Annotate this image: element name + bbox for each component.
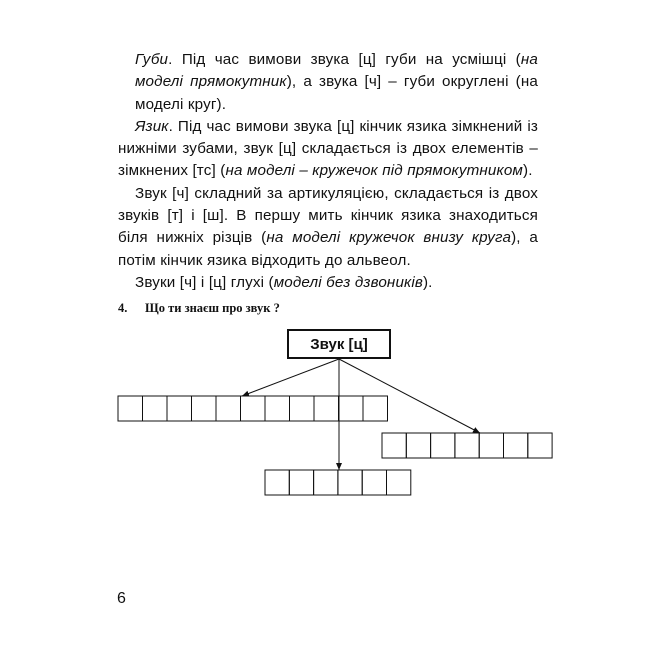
letter-cell bbox=[528, 433, 552, 458]
letter-cell bbox=[338, 470, 362, 495]
letter-cell bbox=[241, 396, 266, 421]
paragraph-tongue: Язик. Під час вимови звука [ц] кінчик язика зімкнений із нижніми зубами, звук [ц] складається із двох елементів – зімкнених [тс] (на моделі – кружечок під прямокутником). bbox=[118, 117, 538, 180]
letter-cell bbox=[431, 433, 455, 458]
letter-cell bbox=[265, 470, 289, 495]
paragraph-sound-ch: Звук [ч] складний за артикуляцією, складається із двох звуків [т] і [ш]. В першу мить кінчик язика знаходиться біля нижніх різців (на моделі кружечок внизу круга), а потім кінчик язика відходить до альвеол. bbox=[118, 184, 539, 269]
letter-cell bbox=[167, 396, 192, 421]
letter-cell bbox=[314, 470, 338, 495]
letter-cell bbox=[504, 433, 528, 458]
letter-cell bbox=[216, 396, 241, 421]
arrow-to-top-row bbox=[242, 359, 339, 396]
letter-cell bbox=[314, 396, 339, 421]
question-number: 4. bbox=[118, 301, 128, 315]
letter-cell bbox=[362, 470, 386, 495]
letter-cell bbox=[143, 396, 168, 421]
letter-cell bbox=[387, 470, 411, 495]
cells-row-bottom bbox=[265, 470, 411, 495]
letter-cell bbox=[455, 433, 479, 458]
paragraph-voiceless: Звуки [ч] і [ц] глухі (моделі без дзвоників). bbox=[135, 273, 433, 291]
tongue-label: Язик bbox=[135, 117, 169, 135]
letter-cell bbox=[382, 433, 406, 458]
letter-cell bbox=[289, 470, 313, 495]
page-number: 6 bbox=[117, 590, 126, 607]
letter-cell bbox=[479, 433, 503, 458]
letter-cell bbox=[290, 396, 315, 421]
lips-label: Губи bbox=[135, 51, 169, 68]
cells-row-right bbox=[382, 433, 552, 458]
sound-title-box: Звук [ц] bbox=[287, 329, 391, 359]
letter-cell bbox=[406, 433, 430, 458]
letter-cell bbox=[339, 396, 364, 421]
question-text: Що ти знаєш про звук ? bbox=[145, 301, 280, 315]
letter-cell bbox=[118, 396, 143, 421]
cells-row-top bbox=[118, 396, 388, 421]
paragraph-lips: Губи. Під час вимови звука [ц] губи на усмішці (на моделі прямокутник), а звука [ч] – губи округлені (на моделі круг). bbox=[135, 51, 538, 113]
letter-cell bbox=[192, 396, 217, 421]
letter-cell bbox=[363, 396, 388, 421]
letter-cell bbox=[265, 396, 290, 421]
